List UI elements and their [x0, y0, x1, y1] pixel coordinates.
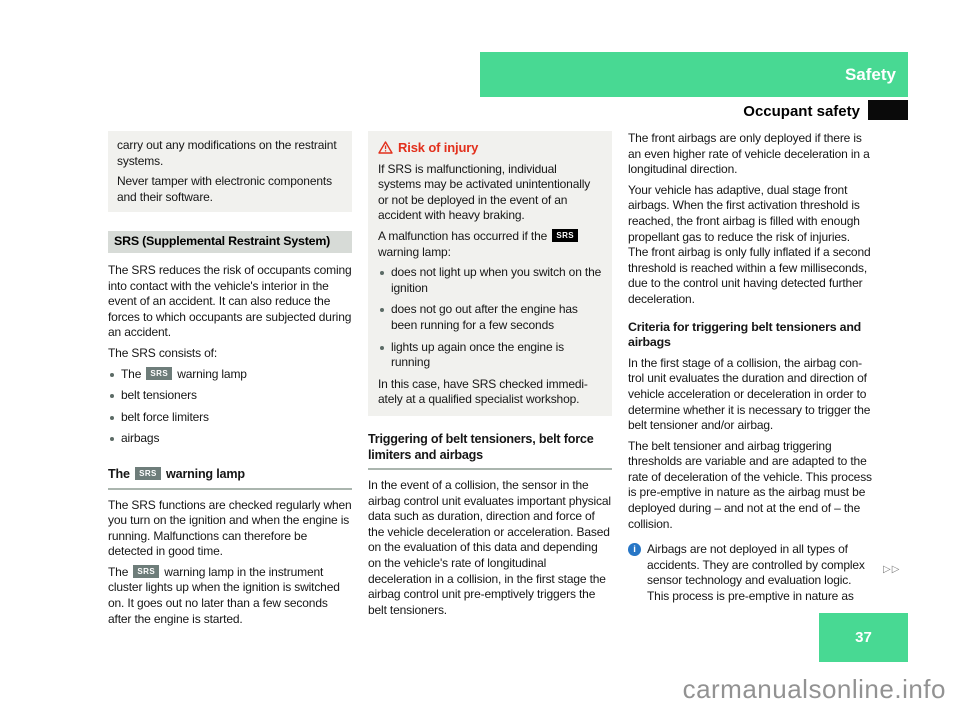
paragraph: The belt tensioner and airbag triggering thresholds are variable and are adapted to the rate of deceleration of the vehicle. This process is pre-emptive in nature as the airbag must be deployed during – and not at the end of – the collision. — [628, 438, 872, 531]
paragraph: In this case, have SRS checked immediately at a qualified specialist workshop. — [378, 376, 588, 407]
list-item: does not go out after the engine has been running for a few seconds — [378, 302, 602, 333]
list-item-text: warning lamp — [174, 366, 247, 381]
carryover-warning-box — [108, 131, 352, 212]
paragraph: carry out any modifications on the restraint systems. — [117, 138, 337, 168]
paragraph-text: A malfunction has occurred if the — [378, 228, 551, 243]
paragraph-text: The — [108, 564, 132, 579]
page-number-badge — [819, 613, 908, 662]
srs-components-list — [108, 367, 352, 447]
page-continuation-icon: ▷▷ — [883, 564, 901, 575]
paragraph — [108, 565, 352, 627]
triggering-heading: Triggering of belt tensioners, belt force limiters and airbags — [368, 432, 612, 470]
paragraph: The SRS functions are checked regularly when you turn on the ignition and when the engine is running. Malfunctions can therefore be detected in good time. — [108, 497, 352, 559]
warning-triangle-icon — [378, 141, 393, 154]
malfunction-symptoms-list — [378, 265, 602, 371]
info-icon: i — [628, 543, 641, 556]
paragraph: In the event of a collision, the sensor in the airbag control unit evaluates important physical data such as duration, direction and force of the vehicle deceleration or acceleration. Based on the evaluation of this data and depending on the vehicle's rate of longitudinal deceleration in a collision, in the first stage the airbag control unit pre-emptively triggers the belt tensioners. — [368, 478, 611, 617]
watermark: carmanualsonline.info — [682, 674, 946, 704]
chapter-header-bar — [480, 52, 908, 97]
paragraph: If SRS is malfunctioning, individual systems may be activated unintentionally or not be deployed in the event of an accident with heavy braking. — [378, 161, 591, 223]
paragraph — [378, 229, 602, 260]
srs-indicator-badge: SRS — [135, 467, 161, 480]
page-edge-tab — [868, 100, 908, 120]
warning-lamp-heading — [108, 467, 352, 490]
page-number: 37 — [855, 629, 872, 646]
column-right — [628, 131, 872, 605]
heading-text: The — [108, 466, 134, 481]
risk-of-injury-box — [368, 131, 612, 416]
paragraph: Never tamper with electronic components and their software. — [117, 174, 332, 204]
column-left — [108, 131, 352, 632]
paragraph: In the first stage of a collision, the airbag control unit evaluates the duration and direction of vehicle acceleration or deceleration in order to determine whether it is necessary to trigger the belt tensioner and/or airbag. — [628, 355, 871, 433]
column-middle — [368, 131, 612, 623]
warning-title-row — [378, 140, 602, 156]
list-item: lights up again once the engine is running — [378, 340, 602, 371]
list-item: belt force limiters — [108, 410, 352, 426]
criteria-subheading: Criteria for triggering belt tensioners and airbags — [628, 319, 862, 350]
paragraph: The front airbags are only deployed if there is an even higher rate of vehicle deceleration in a longitudinal direction. — [628, 131, 870, 177]
section-title: Occupant safety — [743, 103, 860, 120]
paragraph: Your vehicle has adaptive, dual stage front airbags. When the first activation threshold is reached, the front airbag is filled with enough propellant gas to reduce the risk of injuries. The front airbag is only fully inflated if a second threshold is reached within a few milliseconds, due to the control unit having detected further deceleration. — [628, 182, 871, 306]
paragraph-text: warning lamp: — [378, 244, 451, 259]
list-item — [108, 367, 352, 383]
heading-text: warning lamp — [162, 466, 245, 481]
paragraph: The SRS reduces the risk of occupants coming into contact with the vehicle's interior in the event of an accident. It can also reduce the forces to which occupants are subjected during an accident. — [108, 262, 352, 340]
list-item: belt tensioners — [108, 388, 352, 404]
warning-title: Risk of injury — [398, 140, 479, 155]
list-item: airbags — [108, 431, 352, 447]
list-item-text: The — [121, 366, 145, 381]
info-note — [628, 542, 872, 604]
list-item: does not light up when you switch on the ignition — [378, 265, 602, 296]
paragraph: The SRS consists of: — [108, 345, 218, 360]
note-text: Airbags are not deployed in all types of accidents. They are controlled by complex sensor technology and evaluation logic. This process is pre-emptive in nature as — [647, 542, 865, 604]
chapter-title: Safety — [844, 64, 896, 84]
paragraph-text: warning lamp in the instrument cluster lights up when the ignition is switched on. It goes out no later than a few seconds after the engine is started. — [108, 564, 340, 626]
srs-indicator-badge: SRS — [146, 367, 172, 380]
srs-indicator-badge: SRS — [133, 565, 159, 578]
srs-indicator-badge: SRS — [552, 229, 578, 242]
srs-section-heading: SRS (Supplemental Restraint System) — [108, 231, 352, 253]
